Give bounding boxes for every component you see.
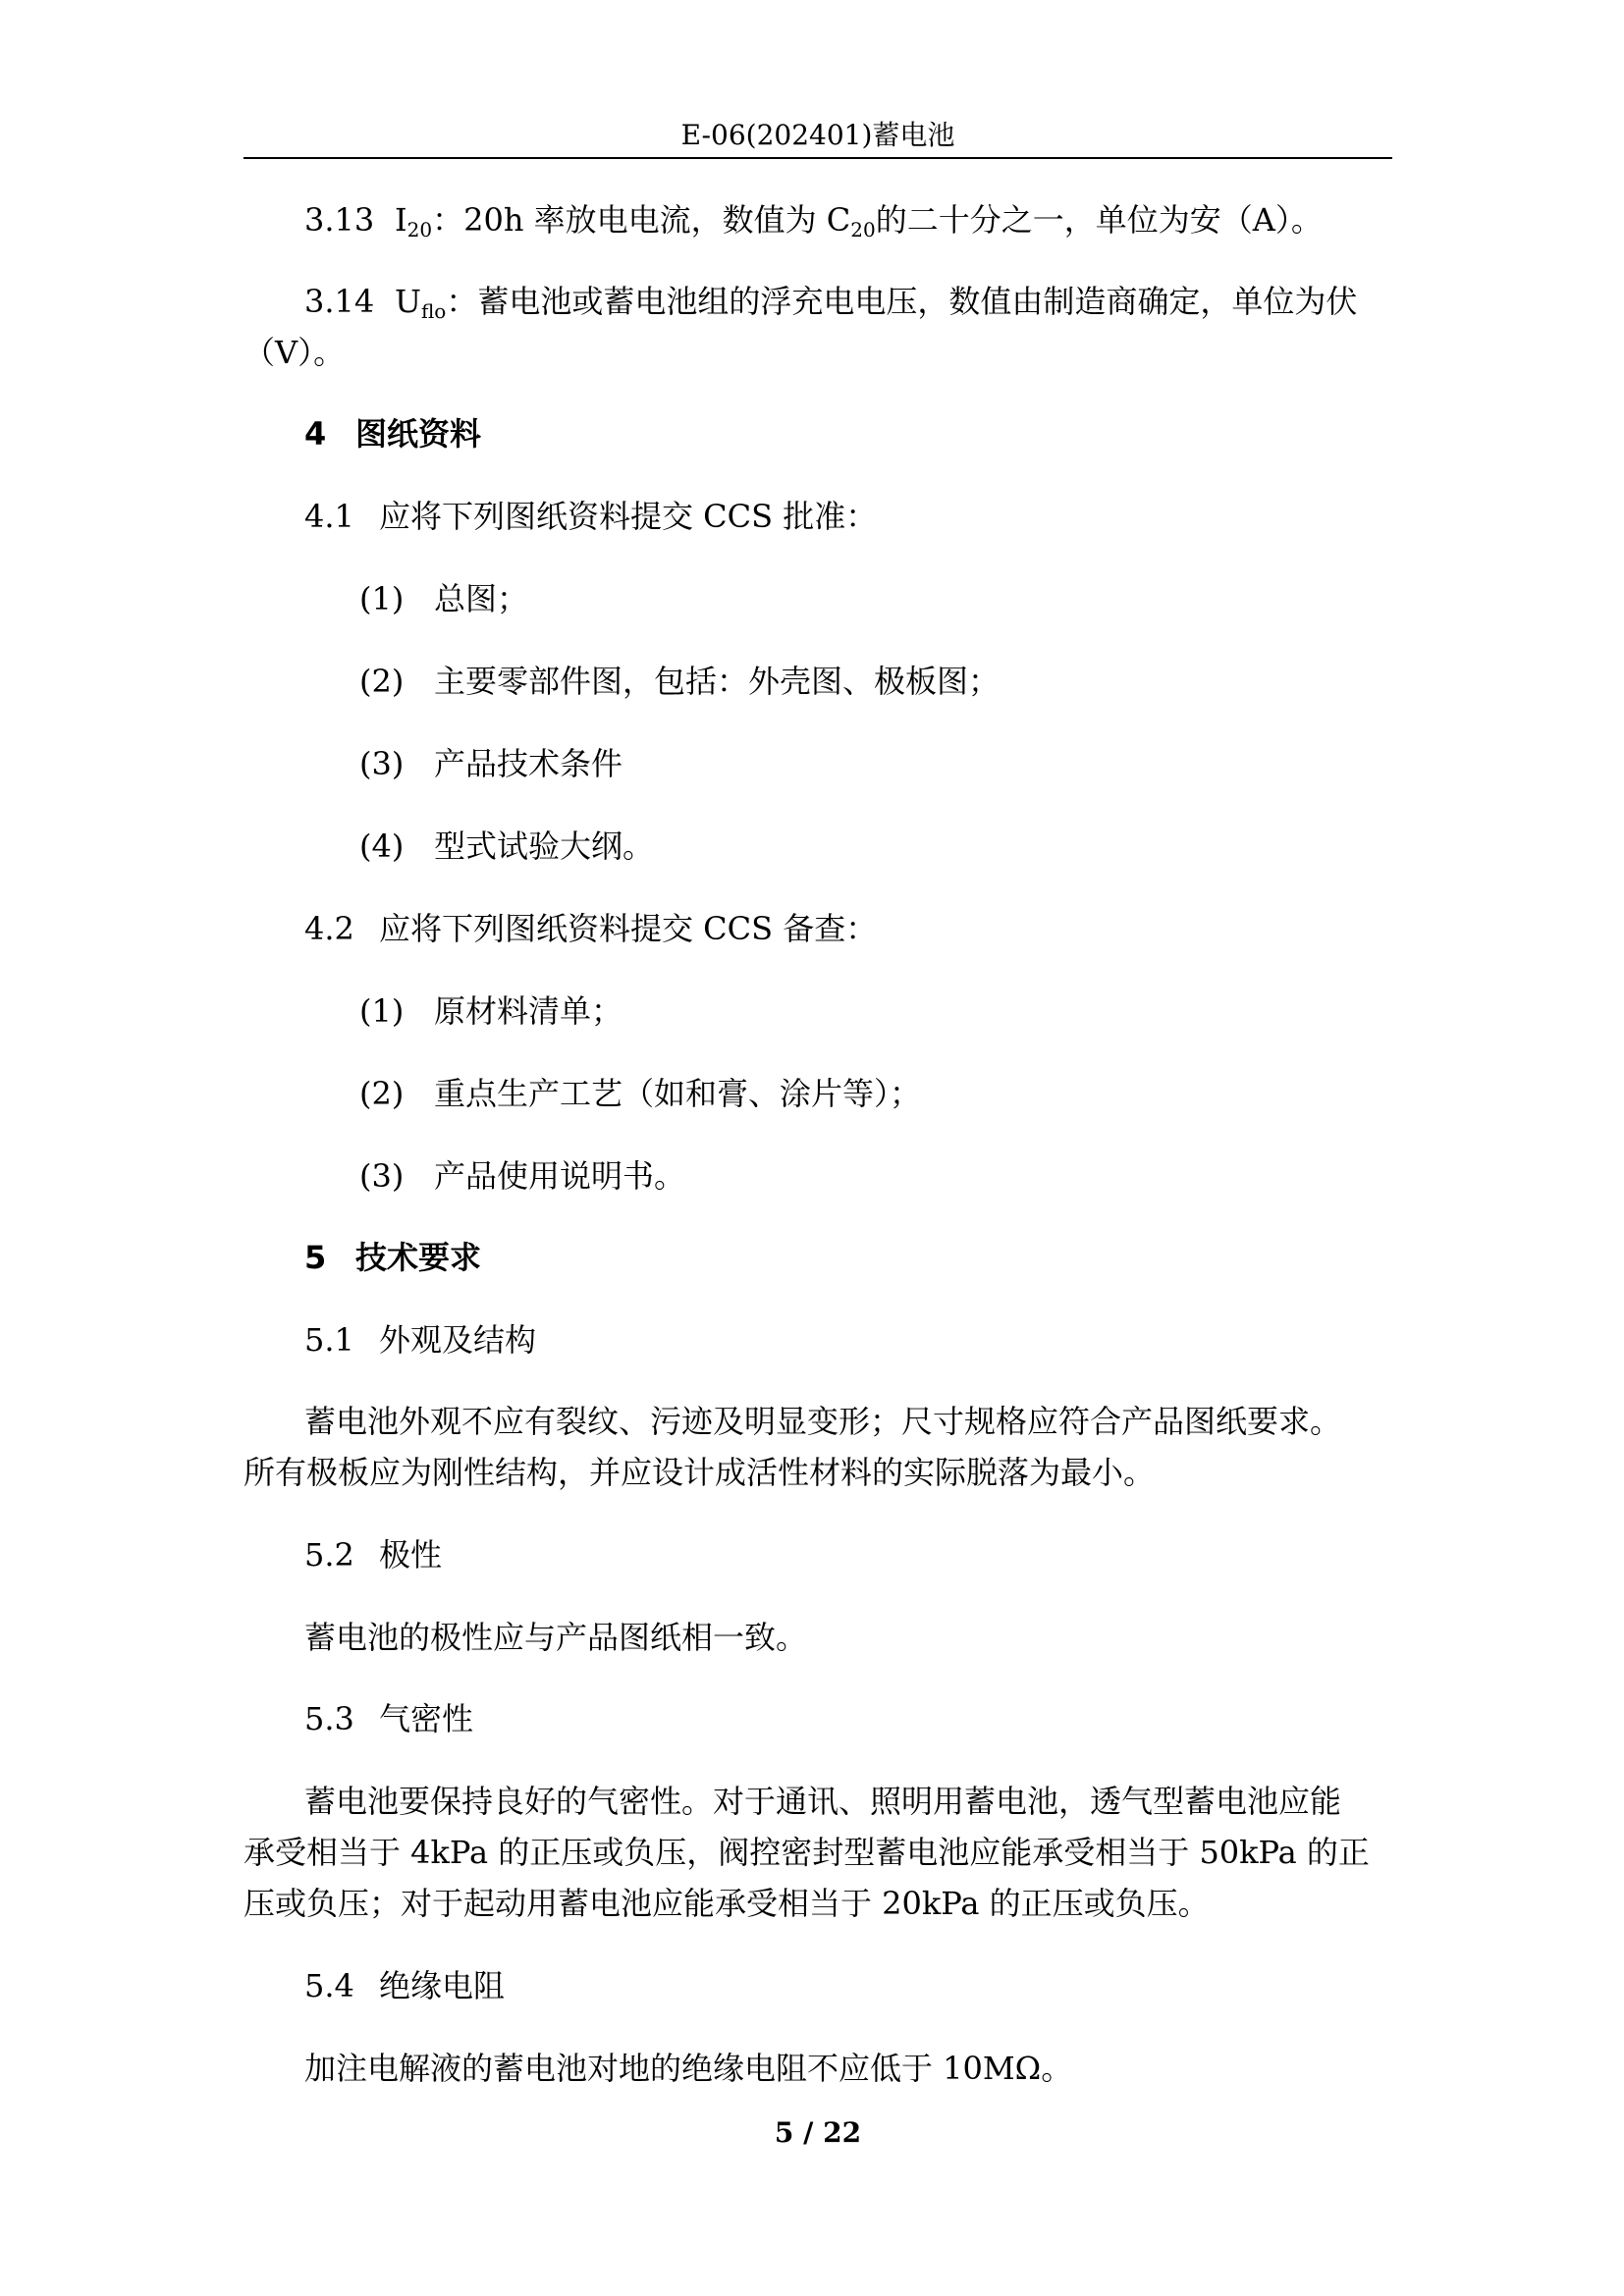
item-number: (3) xyxy=(359,1157,405,1195)
clause-number: 5.4 xyxy=(304,1967,354,2004)
item-number: (2) xyxy=(359,663,405,700)
header-divider xyxy=(244,157,1392,159)
section-title: 图纸资料 xyxy=(355,415,482,453)
item-text: 总图； xyxy=(434,580,529,617)
paragraph-line: 承受相当于 4kPa 的正压或负压，阀控密封型蓄电池应能承受相当于 50kPa 的正 xyxy=(244,1834,1370,1871)
clause-title: 极性 xyxy=(379,1536,443,1574)
symbol: U xyxy=(395,283,421,320)
item-number: (1) xyxy=(359,992,405,1030)
section-number: 4 xyxy=(304,415,327,453)
symbol-subscript: flo xyxy=(420,299,447,323)
clause-3-13 xyxy=(304,198,1323,251)
clause-text: 应将下列图纸资料提交 CCS 批准： xyxy=(379,498,878,535)
symbol-subscript: 20 xyxy=(406,218,433,241)
symbol: I xyxy=(395,201,407,239)
clause-3-14-continuation: （V）。 xyxy=(244,334,346,371)
clause-number: 5.1 xyxy=(304,1321,354,1359)
list-item xyxy=(359,1154,685,1198)
clause-number: 5.3 xyxy=(304,1700,354,1737)
section-5-heading xyxy=(304,1236,481,1279)
page-number: 5 / 22 xyxy=(774,2116,862,2149)
list-item xyxy=(359,989,623,1033)
item-text: 产品使用说明书。 xyxy=(434,1157,686,1195)
clause-text: ：20h 率放电电流，数值为 C xyxy=(432,201,851,239)
list-item xyxy=(359,660,1000,703)
clause-text: ：蓄电池或蓄电池组的浮充电电压，数值由制造商确定，单位为伏 xyxy=(446,283,1358,320)
paragraph-line: 蓄电池要保持良好的气密性。对于通讯、照明用蓄电池，透气型蓄电池应能 xyxy=(304,1783,1342,1820)
paragraph-line: 加注电解液的蓄电池对地的绝缘电阻不应低于 10MΩ。 xyxy=(304,2050,1073,2087)
clause-5-3-heading xyxy=(304,1697,473,1740)
clause-4-1 xyxy=(304,495,877,538)
clause-title: 外观及结构 xyxy=(379,1321,537,1359)
clause-text: 应将下列图纸资料提交 CCS 备查： xyxy=(379,910,878,947)
clause-4-2 xyxy=(304,907,877,950)
paragraph-line: 蓄电池的极性应与产品图纸相一致。 xyxy=(304,1619,808,1656)
list-item xyxy=(359,825,654,868)
item-text: 产品技术条件 xyxy=(434,745,623,782)
section-4-heading xyxy=(304,412,481,455)
item-number: (1) xyxy=(359,580,405,617)
section-title: 技术要求 xyxy=(355,1239,482,1276)
clause-3-14 xyxy=(304,280,1357,333)
clause-title: 气密性 xyxy=(379,1700,474,1737)
symbol-subscript: 20 xyxy=(850,218,876,241)
clause-number: 4.1 xyxy=(304,498,354,535)
list-item xyxy=(359,742,623,785)
clause-5-1-heading xyxy=(304,1318,536,1362)
clause-5-2-heading xyxy=(304,1533,442,1576)
item-text: 重点生产工艺（如和膏、涂片等）； xyxy=(434,1075,922,1112)
list-item xyxy=(359,577,528,620)
clause-number: 5.2 xyxy=(304,1536,354,1574)
item-number: (3) xyxy=(359,745,405,782)
paragraph-line: 蓄电池外观不应有裂纹、污迹及明显变形；尺寸规格应符合产品图纸要求。 xyxy=(304,1403,1342,1440)
item-text: 原材料清单； xyxy=(434,992,623,1030)
item-number: (4) xyxy=(359,828,405,865)
clause-text: 的二十分之一，单位为安（A）。 xyxy=(875,201,1323,239)
paragraph-line: 压或负压；对于起动用蓄电池应能承受相当于 20kPa 的正压或负压。 xyxy=(244,1885,1210,1922)
item-text: 型式试验大纲。 xyxy=(434,828,655,865)
paragraph-line: 所有极板应为刚性结构，并应设计成活性材料的实际脱落为最小。 xyxy=(244,1454,1156,1491)
clause-title: 绝缘电阻 xyxy=(379,1967,506,2004)
list-item xyxy=(359,1072,921,1115)
clause-5-4-heading xyxy=(304,1964,505,2007)
clause-number: 4.2 xyxy=(304,910,354,947)
page-header: E-06(202401)蓄电池 xyxy=(680,119,955,151)
clause-number: 3.13 xyxy=(304,201,375,239)
item-text: 主要零部件图，包括：外壳图、极板图； xyxy=(434,663,1001,700)
item-number: (2) xyxy=(359,1075,405,1112)
clause-number: 3.14 xyxy=(304,283,375,320)
section-number: 5 xyxy=(304,1239,327,1276)
